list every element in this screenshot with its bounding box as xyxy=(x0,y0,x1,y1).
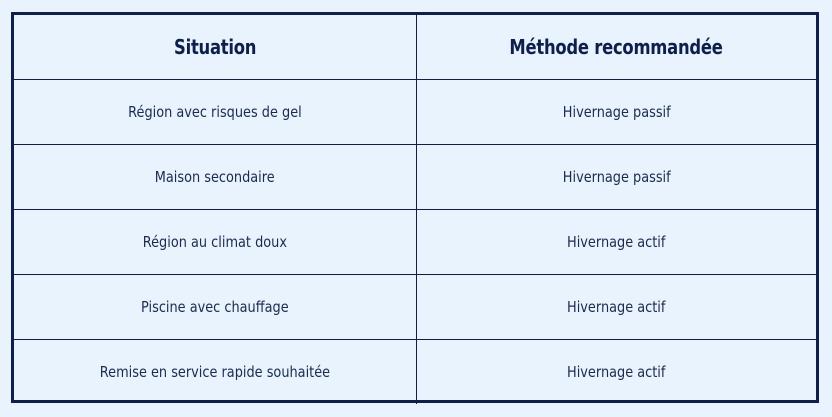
header-situation: Situation xyxy=(14,15,416,80)
recommendation-table xyxy=(11,12,819,403)
table-header-row xyxy=(14,15,816,80)
header-method: Méthode recommandée xyxy=(416,15,816,80)
method-cell: Hivernage actif xyxy=(416,210,816,275)
situation-cell: Piscine avec chauffage xyxy=(14,275,416,340)
table-row xyxy=(14,80,816,145)
table-row xyxy=(14,145,816,210)
situation-cell: Maison secondaire xyxy=(14,145,416,210)
table xyxy=(14,15,816,404)
situation-cell: Région au climat doux xyxy=(14,210,416,275)
situation-cell: Région avec risques de gel xyxy=(14,80,416,145)
method-cell: Hivernage passif xyxy=(416,80,816,145)
situation-cell: Remise en service rapide souhaitée xyxy=(14,340,416,405)
method-cell: Hivernage actif xyxy=(416,275,816,340)
table-row xyxy=(14,210,816,275)
table-row xyxy=(14,275,816,340)
table-row xyxy=(14,340,816,405)
method-cell: Hivernage passif xyxy=(416,145,816,210)
method-cell: Hivernage actif xyxy=(416,340,816,405)
